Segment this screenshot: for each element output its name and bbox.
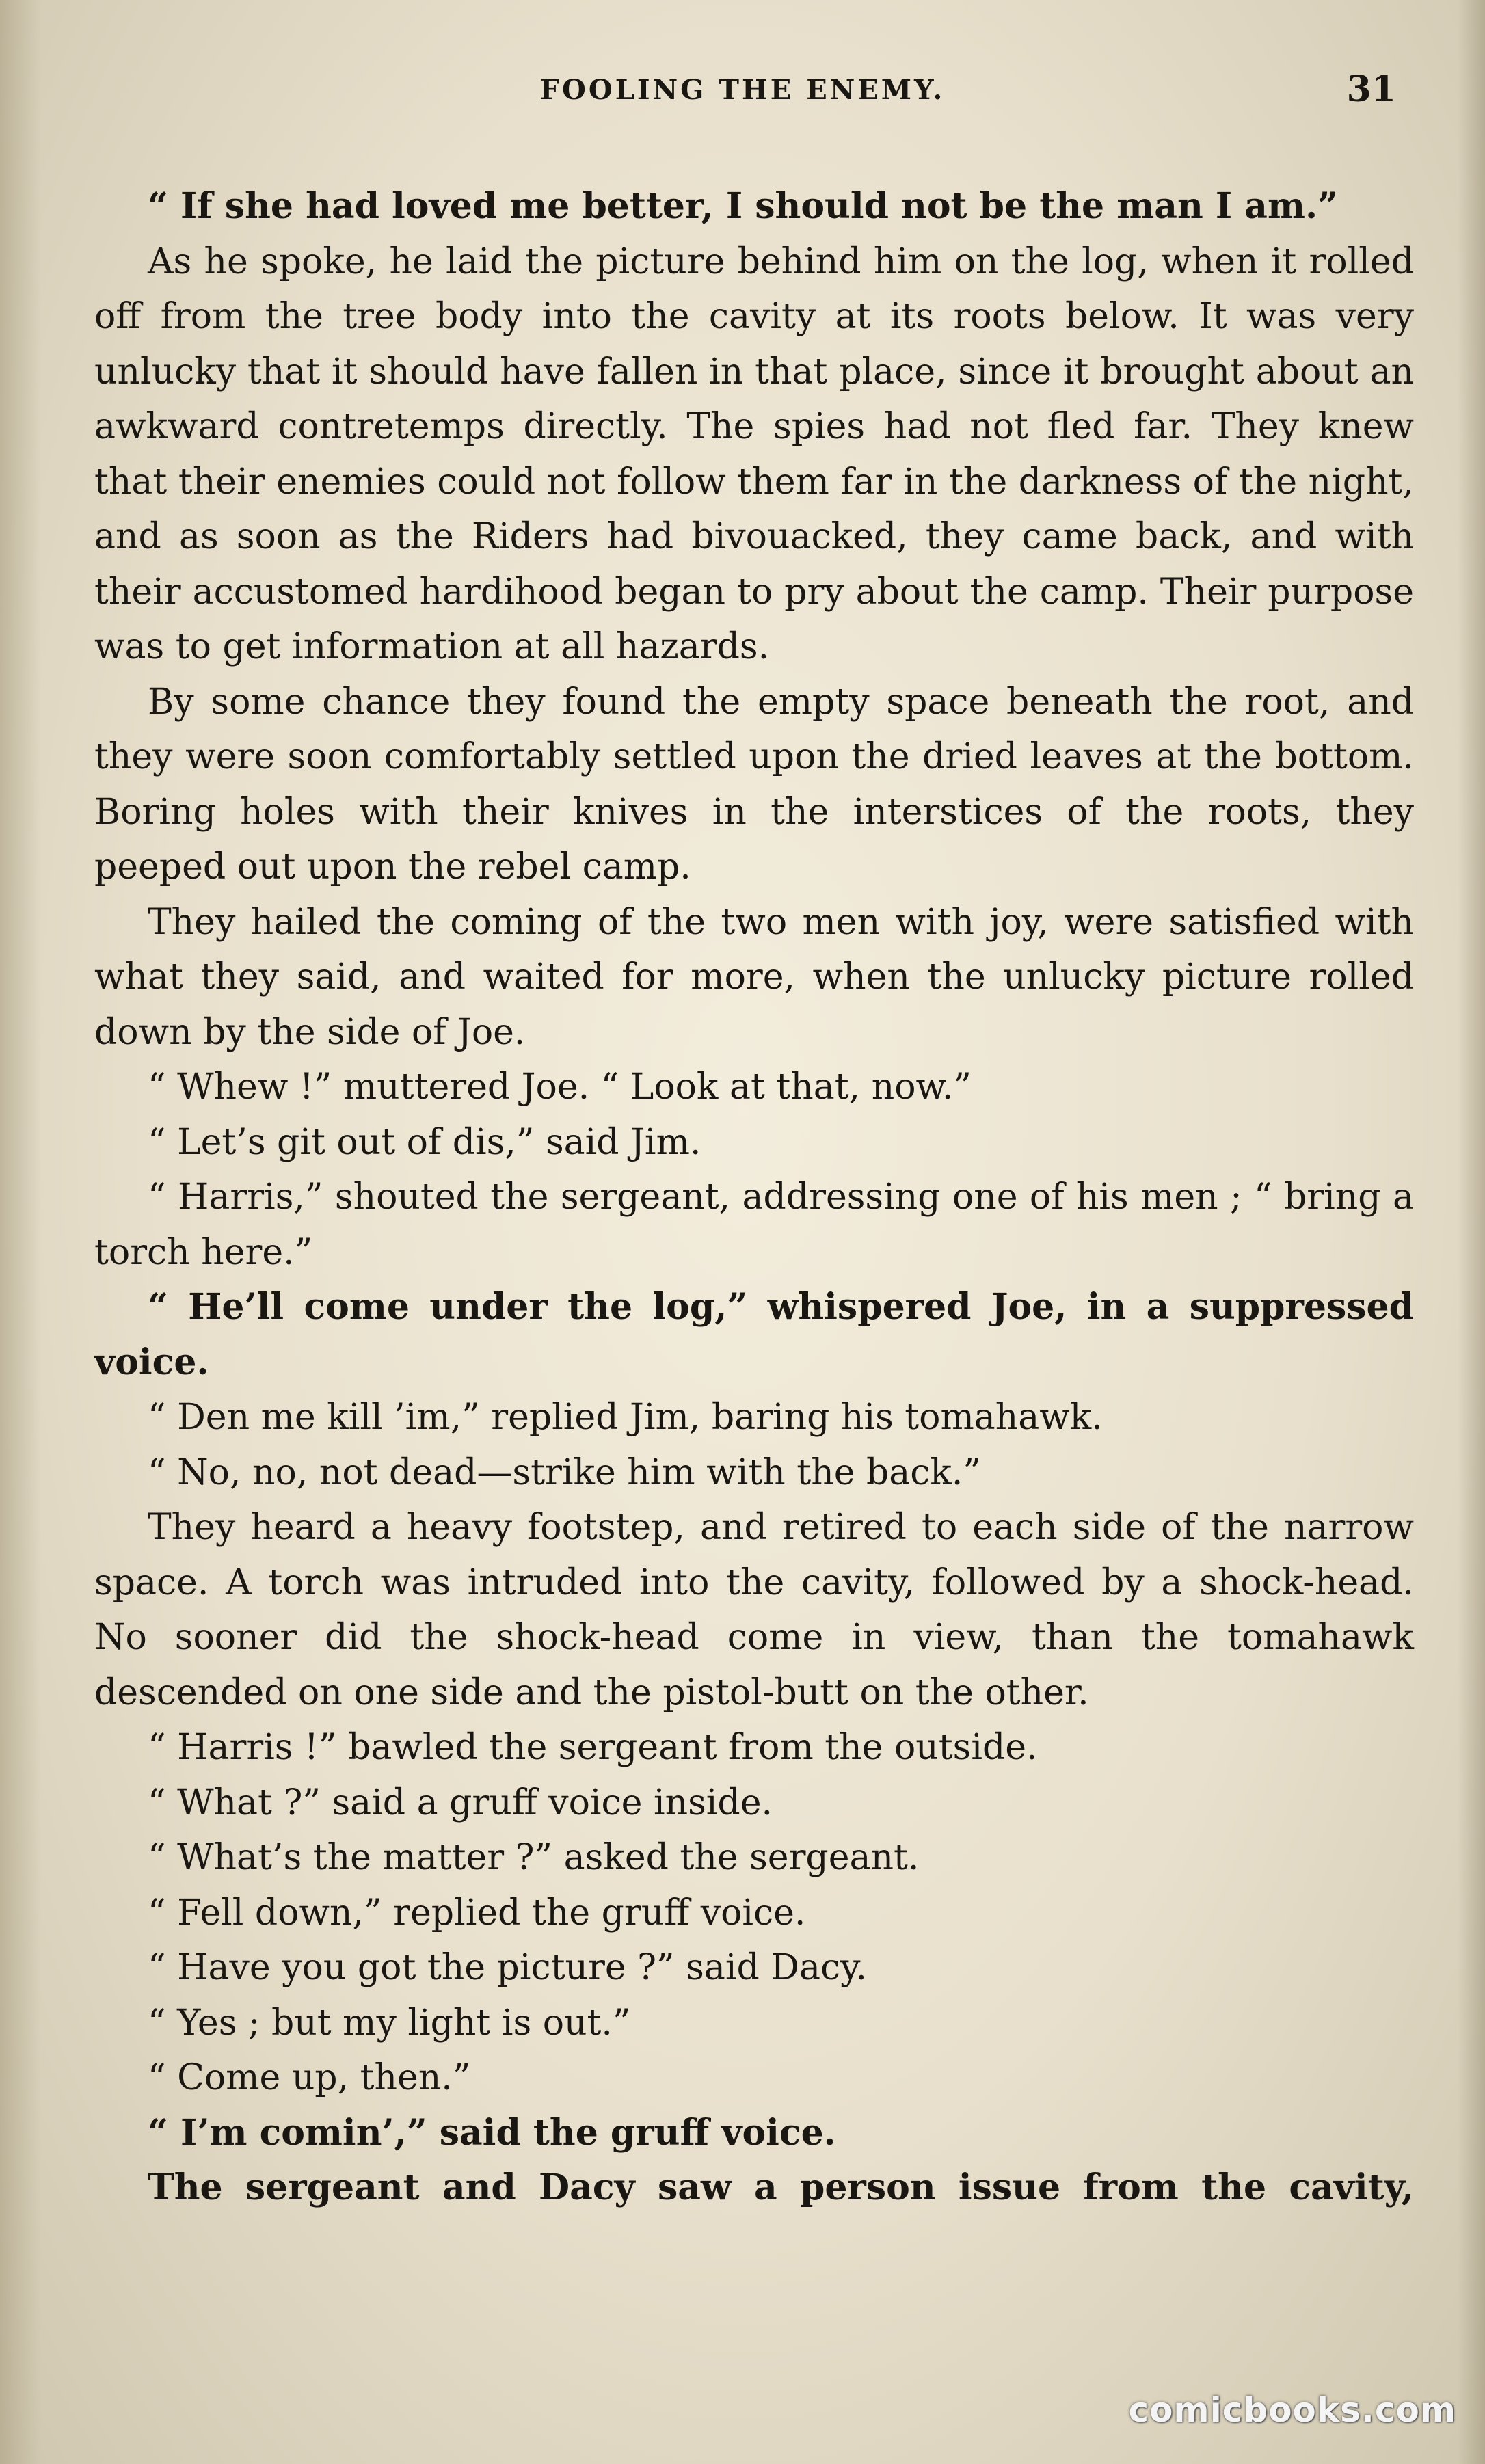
paragraph: “ Fell down,” replied the gruff voice. — [148, 1892, 806, 1933]
paragraph: By some chance they found the empty space beneath the root, and they were soon comfortably settled upon the dried leaves at the bottom. Boring holes with their knives in the interstices of the roots, they peeped out upon the rebel camp. — [94, 681, 1414, 887]
body-text — [94, 179, 1414, 2216]
paragraph: As he spoke, he laid the picture behind him on the log, when it rolled off from the tree body into the cavity at its roots below. It was very unlucky that it should have fallen in that place, since it brought about an awkward contretemps directly. The spies had not fled far. They knew that their enemies could not follow them far in the darkness of the night, and as soon as the Riders had bivouacked, they came back, and with their accustomed hardihood began to pry about the camp. Their purpose was to get information at all hazards. — [94, 241, 1414, 667]
paragraph: “ Harris,” shouted the sergeant, addressing one of his men ; “ bring a torch here.” — [94, 1177, 1414, 1273]
paragraph: “ Come up, then.” — [148, 2057, 471, 2098]
page-edge-shadow-right — [1458, 0, 1485, 2464]
paragraph: “ Harris !” bawled the sergeant from the outside. — [148, 1727, 1038, 1768]
paragraph: “ Let’s git out of dis,” said Jim. — [148, 1121, 701, 1163]
paragraph: “ Den me kill ’im,” replied Jim, baring his tomahawk. — [148, 1397, 1103, 1438]
paragraph: They heard a heavy footstep, and retired to each side of the narrow space. A torch was intruded into the cavity, followed by a shock-head. No sooner did the shock-head come in view, than the tomahawk descended on one side and the pistol-butt on the other. — [94, 1507, 1414, 1713]
page-edge-shadow-left — [0, 0, 41, 2464]
paragraph: “ Have you got the picture ?” said Dacy. — [148, 1947, 868, 1988]
paragraph: “ If she had loved me better, I should not be the man I am.” — [148, 185, 1339, 227]
paragraph: They hailed the coming of the two men with joy, were satisfied with what they said, and waited for more, when the unlucky picture rolled down by the side of Joe. — [94, 901, 1414, 1053]
paragraph: The sergeant and Dacy saw a person issue from the cavity, — [148, 2167, 1414, 2208]
paragraph: “ What ?” said a gruff voice inside. — [148, 1782, 773, 1823]
paragraph: “ No, no, not dead—strike him with the back.” — [148, 1451, 982, 1493]
site-watermark: comicbooks.com — [1128, 2390, 1456, 2430]
paragraph: “ Whew !” muttered Joe. “ Look at that, now.” — [148, 1067, 972, 1108]
page-number: 31 — [1346, 68, 1396, 110]
paragraph: “ I’m comin’,” said the gruff voice. — [148, 2111, 836, 2154]
running-title: FOOLING THE ENEMY. — [539, 74, 946, 106]
paragraph: “ Yes ; but my light is out.” — [148, 2002, 631, 2044]
paragraph: “ He’ll come under the log,” whispered Joe, in a suppressed voice. — [94, 1286, 1414, 1383]
paragraph: “ What’s the matter ?” asked the sergeant. — [148, 1837, 920, 1878]
